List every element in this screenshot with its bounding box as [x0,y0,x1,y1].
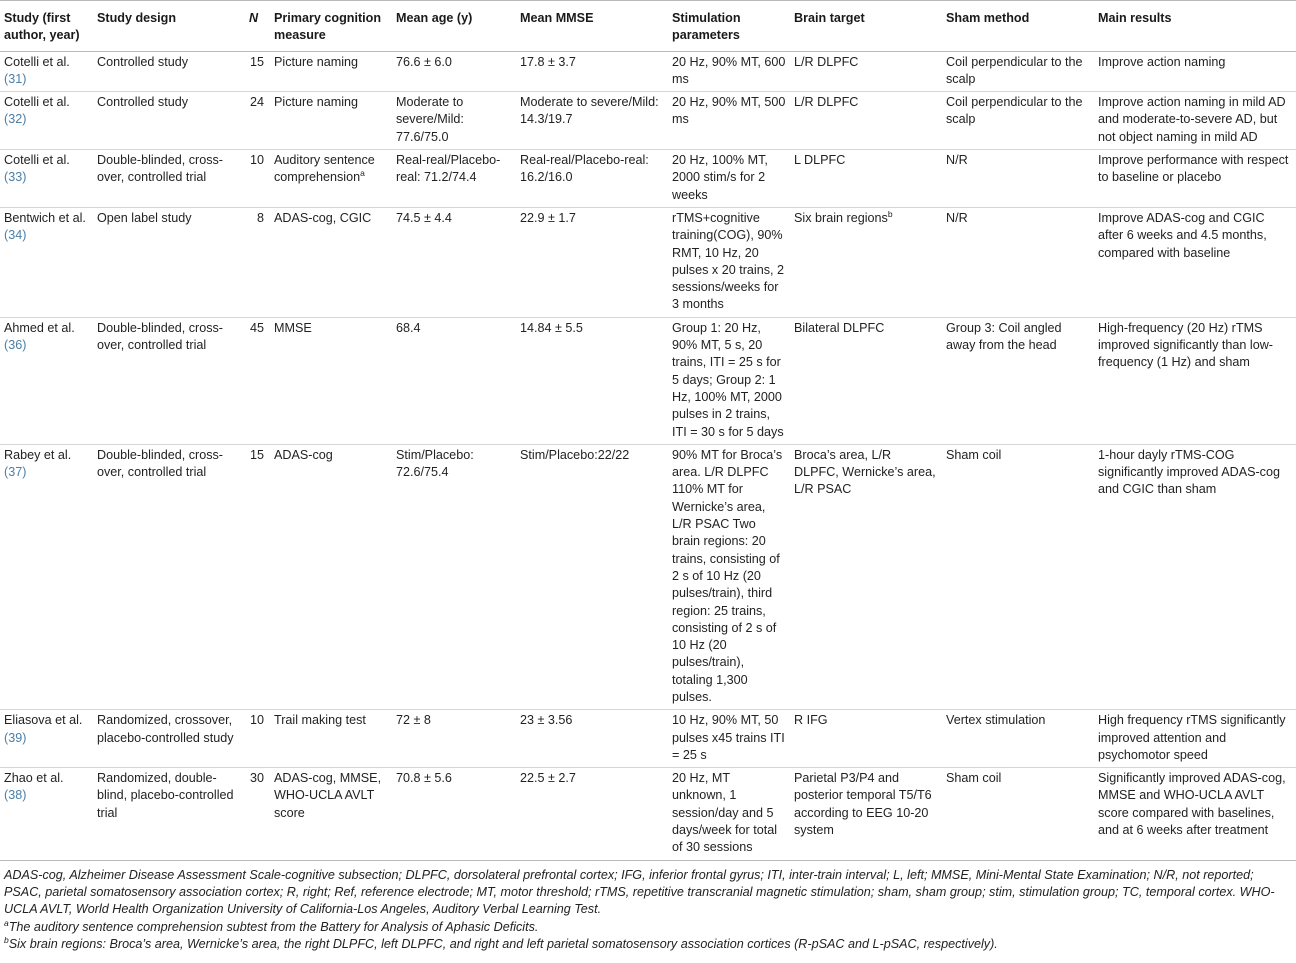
reference-link[interactable]: (34) [4,228,27,243]
cell-age: Moderate to severe/Mild: 77.6/75.0 [396,95,464,144]
cell-stim: 20 Hz, 90% MT, 500 ms [672,95,786,127]
header-age: Mean age (y) [396,11,473,25]
cell-age: Real-real/Placebo-real: 71.2/74.4 [396,153,501,185]
cell-measure: ADAS-cog, CGIC [274,210,372,225]
cell-n: 15 [249,447,264,462]
footnote-mark-a: a [360,168,365,179]
reference-link[interactable]: (39) [4,730,27,745]
cell-target: Broca’s area, L/R DLPFC, Wernicke’s area, L/R PSAC [794,447,936,497]
cell-stim: rTMS+cognitive training(COG), 90% RMT, 10 Hz, 20 pulses x 20 trains, 2 sessions/weeks for 3 months [672,210,785,312]
cell-study: Ahmed et al. (36) [4,320,75,353]
cell-n: 24 [249,95,264,110]
cell-sham: Sham coil [946,771,1002,786]
abbreviations-note: ADAS-cog, Alzheimer Disease Assessment Scale-cognitive subsection; DLPFC, dorsolateral prefrontal cortex; IFG, inferior frontal gyrus; ITI, inter-train interval; L, left; MMSE, Mini-Mental State Examination; N/R, not reported; PSAC, parietal somatosensory association cortex; R, right; Ref, reference electrode; MT, motor threshold; rTMS, repetitive transcranial magnetic stimulation; sham, sham group; stim, stimulation group; TC, temporal cortex. WHO-UCLA AVLT, World Health Organization University of California-Los Angeles, Auditory Verbal Learning Test. [4,867,1275,917]
cell-design: Controlled study [97,54,189,69]
table-row [0,207,1296,317]
cell-n: 8 [256,210,264,225]
cell-measure: Trail making test [274,713,366,728]
reference-link[interactable]: (37) [4,465,27,480]
cell-target: L/R DLPFC [794,95,859,110]
cell-n: 10 [249,153,264,168]
cell-measure: ADAS-cog [274,447,333,462]
reference-link[interactable]: (32) [4,112,27,127]
cell-target: L/R DLPFC [794,54,859,69]
reference-link[interactable]: (38) [4,788,27,803]
cell-target: Parietal P3/P4 and posterior temporal T5/T6 according to EEG 10-20 system [794,771,932,838]
cell-study: Zhao et al. (38) [4,771,64,803]
cell-sham: N/R [946,210,968,225]
cell-design: Randomized, double-blind, placebo-controlled trial [97,771,234,820]
header-design: Study design [97,11,177,25]
cell-age: 70.8 ± 5.6 [396,771,452,786]
header-sham: Sham method [946,11,1030,25]
cell-study: Cotelli et al. (31) [4,54,70,86]
cell-mmse: Moderate to severe/Mild: 14.3/19.7 [520,95,659,127]
cell-stim: Group 1: 20 Hz, 90% MT, 5 s, 20 trains, ITI = 25 s for 5 days; Group 2: 1 Hz, 100% MT, 2000 pulses in 2 trains, ITI = 30 s for 5 days [672,320,784,439]
cell-study: Cotelli et al. (33) [4,153,70,185]
table-row [0,444,1296,709]
cell-mmse: Real-real/Placebo-real: 16.2/16.0 [520,153,649,185]
cell-study: Eliasova et al. (39) [4,713,83,745]
cell-age: 72 ± 8 [396,713,431,728]
table-row [0,150,1296,208]
cell-sham: Coil perpendicular to the scalp [946,95,1083,127]
table-row [0,51,1296,92]
cell-measure: MMSE [274,320,312,335]
cell-results: Improve performance with respect to baseline or placebo [1098,153,1289,185]
cell-n: 30 [249,771,264,786]
cell-results: Improve action naming in mild AD and moderate-to-severe AD, but not object naming in mild AD [1098,95,1286,144]
cell-results: High frequency rTMS significantly improved attention and psychomotor speed [1098,713,1286,762]
cell-mmse: 23 ± 3.56 [520,713,573,728]
table-footnotes [0,861,1296,953]
cell-design: Double-blinded, cross-over, controlled trial [97,153,223,185]
cell-stim: 10 Hz, 90% MT, 50 pulses x45 trains ITI = 25 s [672,713,785,762]
cell-sham: N/R [946,153,968,168]
reference-link[interactable]: (33) [4,170,27,185]
footnote-mark-b: b [887,208,893,219]
cell-target: R IFG [794,713,828,728]
cell-results: Improve ADAS-cog and CGIC after 6 weeks and 4.5 months, compared with baseline [1098,210,1267,260]
cell-sham: Sham coil [946,447,1002,462]
cell-mmse: 17.8 ± 3.7 [520,54,576,69]
reference-link[interactable]: (31) [4,71,27,86]
table-row [0,768,1296,860]
cell-mmse: 22.5 ± 2.7 [520,771,576,786]
cell-design: Randomized, crossover, placebo-controlled study [97,713,234,745]
cell-measure: Picture naming [274,54,358,69]
cell-sham: Group 3: Coil angled away from the head [946,320,1062,353]
header-measure: Primary cognition measure [274,11,382,43]
cell-results: High-frequency (20 Hz) rTMS improved significantly than low-frequency (1 Hz) and sham [1098,320,1273,370]
cell-age: Stim/Placebo: 72.6/75.4 [396,447,474,480]
cell-design: Open label study [97,210,192,225]
cell-design: Double-blinded, cross-over, controlled trial [97,447,223,480]
reference-link[interactable]: (36) [4,338,27,353]
cell-design: Controlled study [97,95,189,110]
header-row [0,1,1296,52]
cell-stim: 20 Hz, 90% MT, 600 ms [672,54,786,86]
cell-results: Improve action naming [1098,54,1226,69]
header-n: N [249,11,259,25]
header-results: Main results [1098,11,1172,25]
header-stim: Stimulation parameters [672,11,741,43]
footnote-a: $^a$The auditory sentence comprehension subtest from the Battery for Analysis of Aphasic Deficits. [4,917,539,934]
cell-n: 10 [249,713,264,728]
cell-sham: Coil perpendicular to the scalp [946,54,1083,86]
cell-results: 1-hour dayly rTMS-COG significantly improved ADAS-cog and CGIC than sham [1098,447,1280,497]
cell-study: Rabey et al. (37) [4,447,72,480]
header-study: Study (first author, year) [4,11,80,43]
cell-mmse: Stim/Placebo:22/22 [520,447,630,462]
cell-target: L DLPFC [794,153,846,168]
cell-study: Bentwich et al. (34) [4,210,86,243]
cell-design: Double-blinded, cross-over, controlled trial [97,320,223,353]
cell-stim: 90% MT for Broca’s area. L/R DLPFC 110% MT for Wernicke’s area, L/R PSAC Two brain regions: 20 trains, consisting of 2 s of 10 Hz (20 pulses/train), third region: 25 trains, consisting of 2 s of 10 Hz (20 pulses/train), totaling 1,300 pulses. [672,447,783,704]
cell-age: 74.5 ± 4.4 [396,210,452,225]
cell-mmse: 22.9 ± 1.7 [520,210,576,225]
cell-study: Cotelli et al. (32) [4,95,70,127]
footnote-b: $^b$Six brain regions: Broca’s area, Wernicke’s area, the right DLPFC, left DLPFC, and right and left parietal somatosensory association cortices (R-pSAC and L-pSAC, respectively). [4,934,998,951]
cell-target: Six brain regions$^b$ [794,208,893,225]
cell-n: 45 [249,320,264,335]
cell-age: 76.6 ± 6.0 [396,54,452,69]
table-row [0,710,1296,768]
cell-target: Bilateral DLPFC [794,320,885,335]
cell-results: Significantly improved ADAS-cog, MMSE and WHO-UCLA AVLT score compared with baselines, and at 6 weeks after treatment [1098,771,1286,838]
cell-n: 15 [249,54,264,69]
cell-stim: 20 Hz, MT unknown, 1 session/day and 5 days/week for total of 30 sessions [672,771,777,855]
cell-sham: Vertex stimulation [946,713,1046,728]
cell-measure: Picture naming [274,95,358,110]
cell-stim: 20 Hz, 100% MT, 2000 stim/s for 2 weeks [672,153,768,202]
table-row [0,317,1296,444]
table-row [0,92,1296,150]
cell-age: 68.4 [396,320,421,335]
cell-measure: Auditory sentence comprehension$^a$ [274,153,375,185]
cell-measure: ADAS-cog, MMSE, WHO-UCLA AVLT score [274,771,382,820]
cell-mmse: 14.84 ± 5.5 [520,320,583,335]
header-mmse: Mean MMSE [520,11,594,25]
header-target: Brain target [794,11,865,25]
